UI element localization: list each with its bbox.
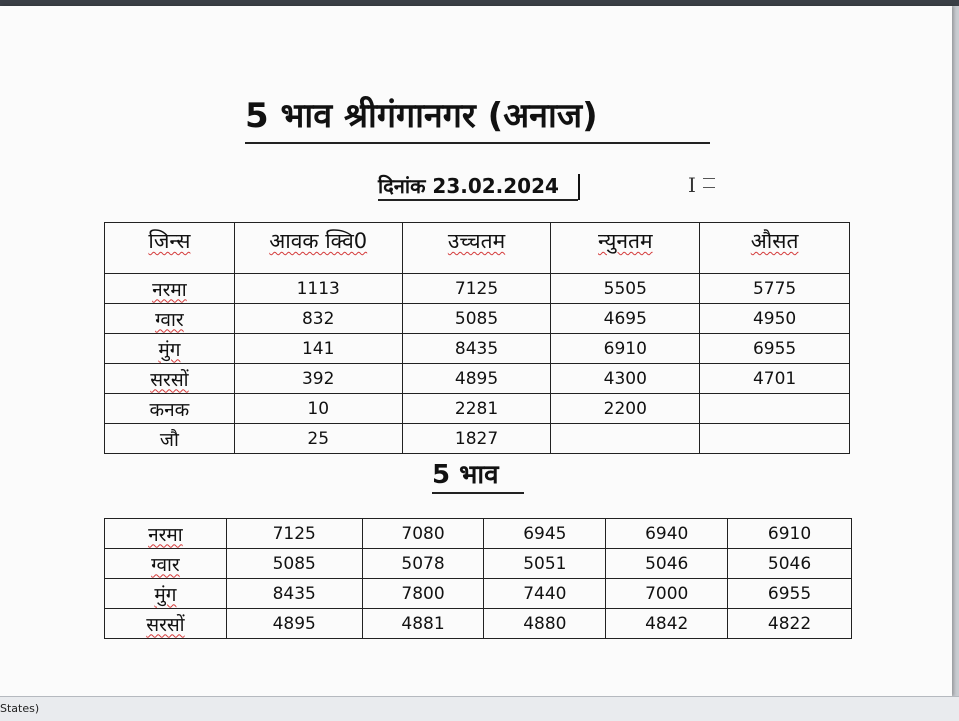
table-cell: 5505 bbox=[551, 274, 700, 304]
table-cell: 8435 bbox=[402, 334, 551, 364]
table-cell: 6910 bbox=[551, 334, 700, 364]
table-cell: 8435 bbox=[226, 579, 362, 609]
price-table bbox=[104, 222, 850, 454]
table-row bbox=[105, 519, 852, 549]
table-cell: 7125 bbox=[226, 519, 362, 549]
table-cell bbox=[551, 424, 700, 454]
table-cell: 6910 bbox=[728, 519, 852, 549]
table-cell: 1113 bbox=[234, 274, 402, 304]
document-title: 5 भाव श्रीगंगानगर (अनाज) bbox=[245, 96, 598, 136]
subtitle-underline bbox=[432, 492, 524, 494]
table-cell: 4950 bbox=[700, 304, 850, 334]
status-text: States) bbox=[0, 702, 40, 715]
status-bar bbox=[0, 696, 959, 721]
table-cell: 6945 bbox=[484, 519, 606, 549]
commodity-cell: नरमा bbox=[105, 274, 235, 304]
table-cell: 1827 bbox=[402, 424, 551, 454]
header-cell: न्युनतम bbox=[551, 223, 700, 274]
header-cell: आवक क्वि0 bbox=[234, 223, 402, 274]
table-cell: 5085 bbox=[226, 549, 362, 579]
header-cell: उच्चतम bbox=[402, 223, 551, 274]
text-caret bbox=[578, 174, 580, 200]
table-cell bbox=[700, 424, 850, 454]
ibeam-lines-icon bbox=[703, 178, 715, 188]
table-cell: 2200 bbox=[551, 394, 700, 424]
header-cell: जिन्स bbox=[105, 223, 235, 274]
table-cell: 4701 bbox=[700, 364, 850, 394]
section-subtitle: 5 भाव bbox=[432, 460, 499, 490]
table-cell: 7440 bbox=[484, 579, 606, 609]
table-cell: 7800 bbox=[362, 579, 484, 609]
table-cell: 5046 bbox=[606, 549, 728, 579]
table-cell: 25 bbox=[234, 424, 402, 454]
table-cell: 7125 bbox=[402, 274, 551, 304]
table-row bbox=[105, 304, 850, 334]
table-cell: 6955 bbox=[728, 579, 852, 609]
table-cell: 4895 bbox=[402, 364, 551, 394]
header-cell: औसत bbox=[700, 223, 850, 274]
title-underline bbox=[245, 142, 710, 144]
table-cell: 7000 bbox=[606, 579, 728, 609]
commodity-cell: मुंग bbox=[105, 579, 227, 609]
table-cell: 832 bbox=[234, 304, 402, 334]
table-cell: 6955 bbox=[700, 334, 850, 364]
table-cell: 4880 bbox=[484, 609, 606, 639]
table-cell: 4842 bbox=[606, 609, 728, 639]
text-ibeam-icon: I bbox=[688, 173, 696, 197]
table-row bbox=[105, 334, 850, 364]
table-row bbox=[105, 394, 850, 424]
document-page[interactable] bbox=[0, 6, 952, 696]
commodity-cell: ग्वार bbox=[105, 304, 235, 334]
table-row bbox=[105, 549, 852, 579]
commodity-cell: मुंग bbox=[105, 334, 235, 364]
table-row bbox=[105, 424, 850, 454]
table-cell: 4695 bbox=[551, 304, 700, 334]
table-cell: 4300 bbox=[551, 364, 700, 394]
table-cell: 2281 bbox=[402, 394, 551, 424]
commodity-cell: कनक bbox=[105, 394, 235, 424]
commodity-cell: सरसों bbox=[105, 609, 227, 639]
commodity-cell: नरमा bbox=[105, 519, 227, 549]
commodity-cell: ग्वार bbox=[105, 549, 227, 579]
table-cell: 4895 bbox=[226, 609, 362, 639]
five-rates-table bbox=[104, 518, 852, 639]
table-cell bbox=[700, 394, 850, 424]
table-row bbox=[105, 579, 852, 609]
table-cell: 4881 bbox=[362, 609, 484, 639]
table-row bbox=[105, 609, 852, 639]
table-cell: 141 bbox=[234, 334, 402, 364]
commodity-cell: जौ bbox=[105, 424, 235, 454]
table-cell: 5046 bbox=[728, 549, 852, 579]
table-cell: 4822 bbox=[728, 609, 852, 639]
table-cell: 5051 bbox=[484, 549, 606, 579]
table-cell: 6940 bbox=[606, 519, 728, 549]
table-header-row bbox=[105, 223, 850, 274]
table-row bbox=[105, 274, 850, 304]
table-cell: 5078 bbox=[362, 549, 484, 579]
commodity-cell: सरसों bbox=[105, 364, 235, 394]
table-row bbox=[105, 364, 850, 394]
table-cell: 392 bbox=[234, 364, 402, 394]
table-cell: 5775 bbox=[700, 274, 850, 304]
table-cell: 10 bbox=[234, 394, 402, 424]
table-cell: 7080 bbox=[362, 519, 484, 549]
date-underline bbox=[378, 199, 578, 201]
table-cell: 5085 bbox=[402, 304, 551, 334]
document-date: दिनांक 23.02.2024 bbox=[378, 174, 559, 198]
